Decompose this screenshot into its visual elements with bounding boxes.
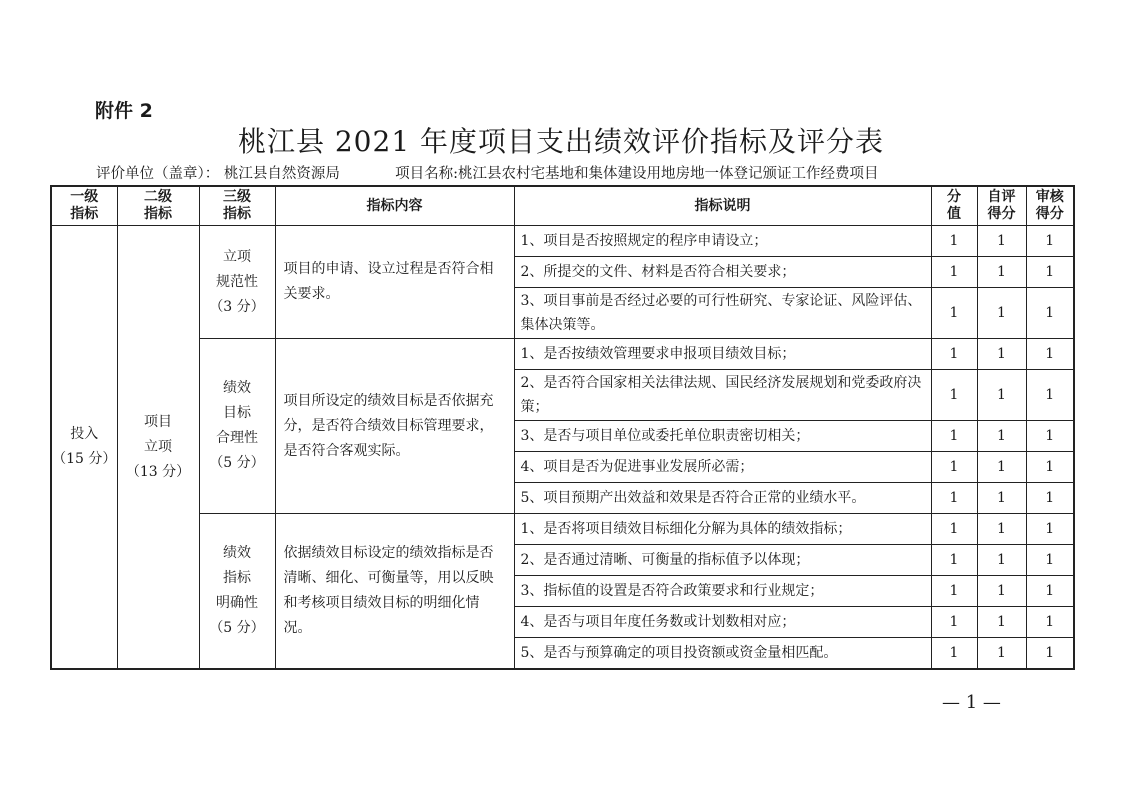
- self-score-cell: 1: [977, 288, 1026, 339]
- score-cell: 1: [931, 514, 977, 545]
- score-cell: 1: [931, 483, 977, 514]
- header-level2: 二级 指标: [117, 186, 199, 226]
- table-row: [51, 339, 1074, 370]
- audit-score-cell: 1: [1026, 339, 1074, 370]
- table-row: [51, 226, 1074, 257]
- description-cell: 4、是否与项目年度任务数或计划数相对应；: [514, 607, 931, 638]
- score-cell: 1: [931, 288, 977, 339]
- header-description: 指标说明: [514, 186, 931, 226]
- description-cell: 5、是否与预算确定的项目投资额或资金量相匹配。: [514, 638, 931, 670]
- audit-score-cell: 1: [1026, 421, 1074, 452]
- score-cell: 1: [931, 421, 977, 452]
- content-cell: 依据绩效目标设定的绩效指标是否清晰、细化、可衡量等，用以反映和考核项目绩效目标的明细化情况。: [275, 514, 514, 670]
- self-score-cell: 1: [977, 257, 1026, 288]
- audit-score-cell: 1: [1026, 607, 1074, 638]
- header-level3: 三级 指标: [199, 186, 275, 226]
- self-score-cell: 1: [977, 483, 1026, 514]
- audit-score-cell: 1: [1026, 514, 1074, 545]
- score-cell: 1: [931, 339, 977, 370]
- audit-score-cell: 1: [1026, 545, 1074, 576]
- attachment-label: 附件 2: [95, 100, 153, 122]
- level3-cell: 立项 规范性 （3 分）: [199, 226, 275, 339]
- evaluator-name: 桃江县自然资源局: [223, 166, 340, 182]
- description-cell: 4、项目是否为促进事业发展所必需；: [514, 452, 931, 483]
- table-row: [51, 514, 1074, 545]
- description-cell: 5、项目预期产出效益和效果是否符合正常的业绩水平。: [514, 483, 931, 514]
- self-score-cell: 1: [977, 638, 1026, 670]
- self-score-cell: 1: [977, 514, 1026, 545]
- self-score-cell: 1: [977, 607, 1026, 638]
- score-cell: 1: [931, 452, 977, 483]
- content-cell: 项目所设定的绩效目标是否依据充分，是否符合绩效目标管理要求，是否符合客观实际。: [275, 339, 514, 514]
- header-score: 分 值: [931, 186, 977, 226]
- score-cell: 1: [931, 607, 977, 638]
- level2-cell: 项目 立项 （13 分）: [117, 226, 199, 670]
- description-cell: 2、是否通过清晰、可衡量的指标值予以体现；: [514, 545, 931, 576]
- description-cell: 1、是否将项目绩效目标细化分解为具体的绩效指标；: [514, 514, 931, 545]
- level3-cell: 绩效 指标 明确性 （5 分）: [199, 514, 275, 670]
- evaluator-line: [96, 162, 878, 183]
- audit-score-cell: 1: [1026, 257, 1074, 288]
- description-cell: 1、是否按绩效管理要求申报项目绩效目标；: [514, 339, 931, 370]
- project-label: 项目名称:: [395, 166, 458, 182]
- header-row: [51, 186, 1074, 226]
- document-title: 桃江县 2021 年度项目支出绩效评价指标及评分表: [237, 125, 885, 158]
- audit-score-cell: 1: [1026, 370, 1074, 421]
- self-score-cell: 1: [977, 339, 1026, 370]
- self-score-cell: 1: [977, 545, 1026, 576]
- header-self-score: 自评 得分: [977, 186, 1026, 226]
- level3-cell: 绩效 目标 合理性 （5 分）: [199, 339, 275, 514]
- evaluator-label: 评价单位（盖章）：: [96, 166, 220, 182]
- header-content: 指标内容: [275, 186, 514, 226]
- header-audit-score: 审核 得分: [1026, 186, 1074, 226]
- score-cell: 1: [931, 226, 977, 257]
- description-cell: 2、所提交的文件、材料是否符合相关要求；: [514, 257, 931, 288]
- score-cell: 1: [931, 370, 977, 421]
- score-cell: 1: [931, 545, 977, 576]
- header-level1: 一级 指标: [51, 186, 117, 226]
- self-score-cell: 1: [977, 421, 1026, 452]
- content-cell: 项目的申请、设立过程是否符合相关要求。: [275, 226, 514, 339]
- description-cell: 1、项目是否按照规定的程序申请设立；: [514, 226, 931, 257]
- score-cell: 1: [931, 576, 977, 607]
- audit-score-cell: 1: [1026, 576, 1074, 607]
- description-cell: 3、项目事前是否经过必要的可行性研究、专家论证、风险评估、集体决策等。: [514, 288, 931, 339]
- project-name: 桃江县农村宅基地和集体建设用地房地一体登记颁证工作经费项目: [457, 166, 879, 182]
- score-cell: 1: [931, 638, 977, 670]
- level1-cell: 投入 （15 分）: [51, 226, 117, 670]
- page-number: — 1 —: [942, 692, 1001, 713]
- audit-score-cell: 1: [1026, 483, 1074, 514]
- self-score-cell: 1: [977, 226, 1026, 257]
- audit-score-cell: 1: [1026, 638, 1074, 670]
- audit-score-cell: 1: [1026, 452, 1074, 483]
- self-score-cell: 1: [977, 370, 1026, 421]
- audit-score-cell: 1: [1026, 288, 1074, 339]
- audit-score-cell: 1: [1026, 226, 1074, 257]
- self-score-cell: 1: [977, 452, 1026, 483]
- description-cell: 3、指标值的设置是否符合政策要求和行业规定；: [514, 576, 931, 607]
- scoring-table: [50, 185, 1075, 670]
- self-score-cell: 1: [977, 576, 1026, 607]
- description-cell: 2、是否符合国家相关法律法规、国民经济发展规划和党委政府决策；: [514, 370, 931, 421]
- score-cell: 1: [931, 257, 977, 288]
- description-cell: 3、是否与项目单位或委托单位职责密切相关；: [514, 421, 931, 452]
